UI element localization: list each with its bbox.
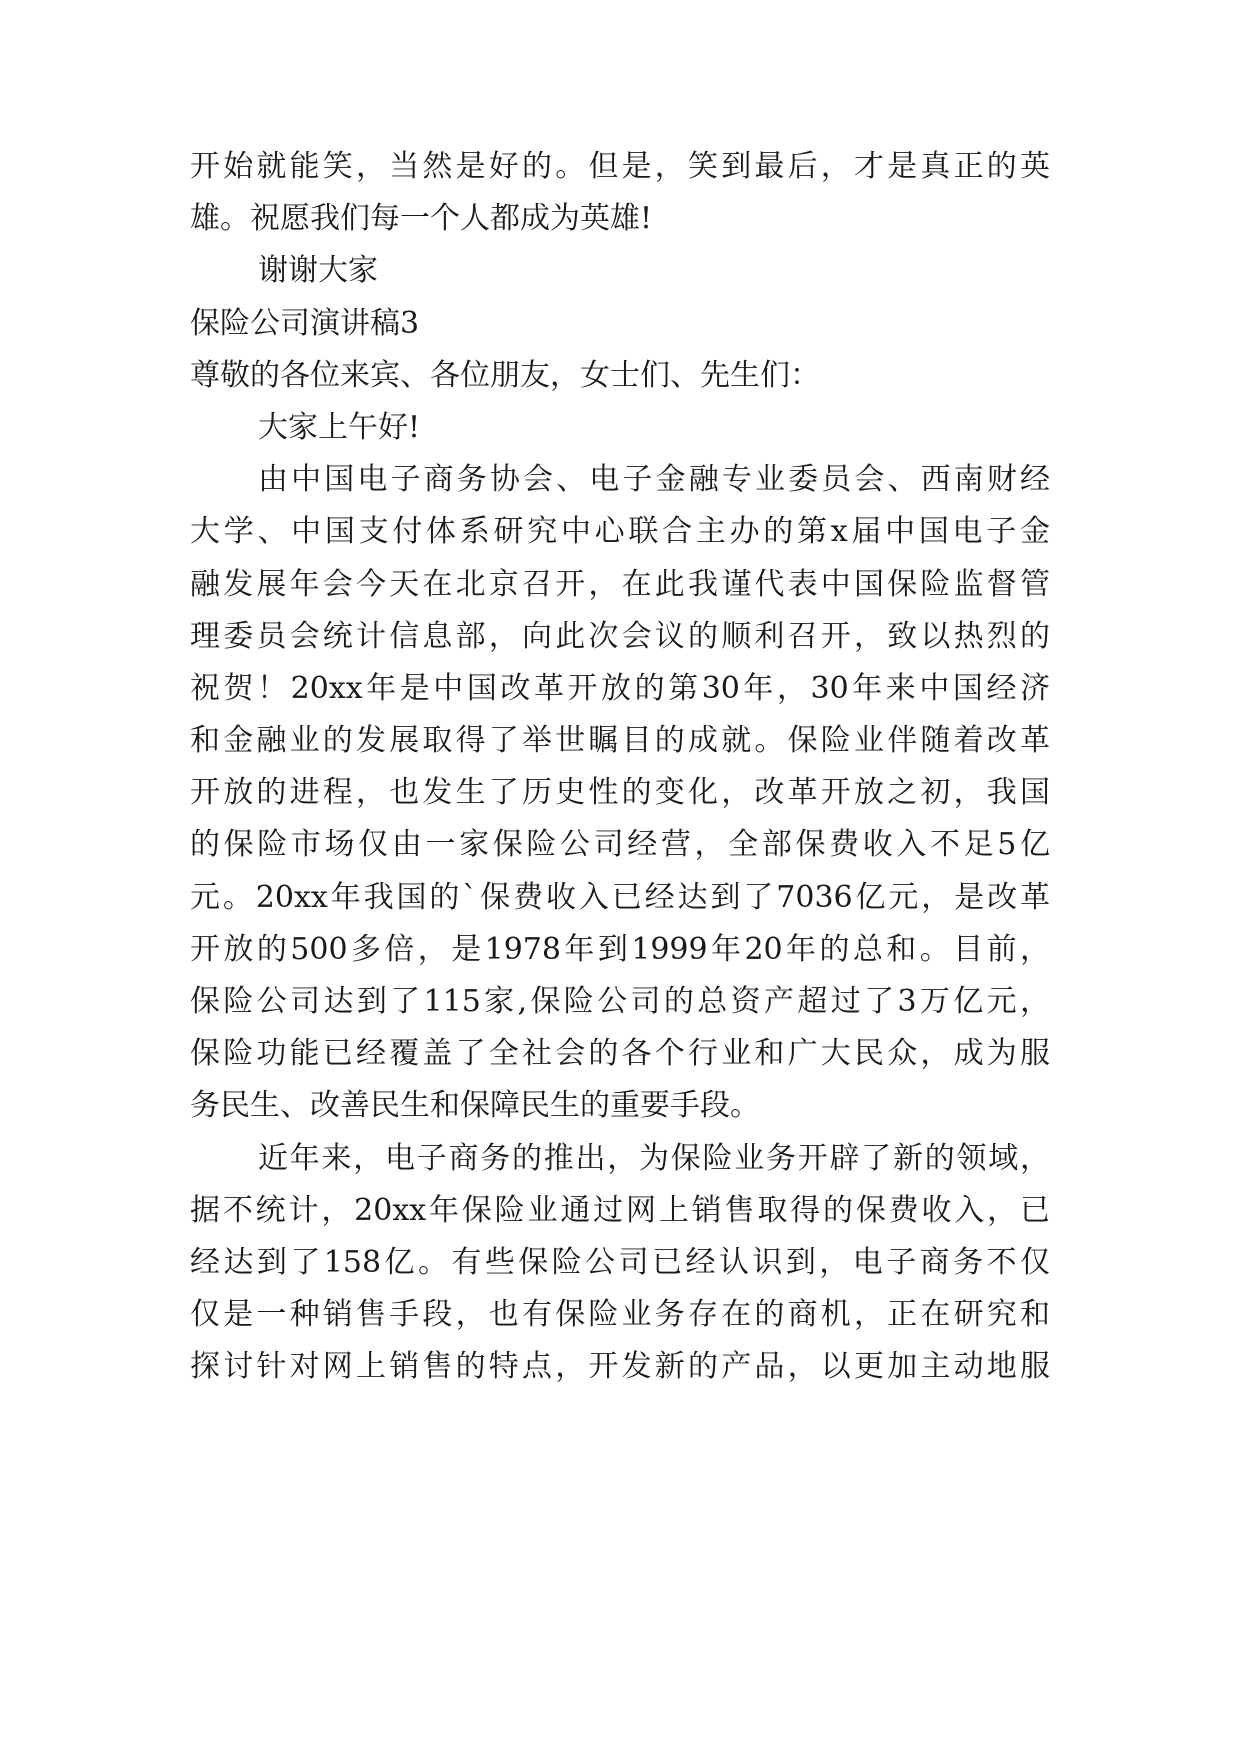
body-paragraph-1	[190, 454, 1050, 1132]
text-line: 大学、中国支付体系研究中心联合主办的第x届中国电子金	[190, 514, 1050, 550]
text-line: 近年来，电子商务的推出，为保险业务开辟了新的领域，	[258, 1140, 1050, 1176]
text-line: 元。20xx年我国的`保费收入已经达到了7036亿元，是改革	[190, 879, 1050, 915]
text-line: 祝贺！20xx年是中国改革开放的第30年，30年来中国经济	[190, 670, 1050, 706]
text-line: 保险公司达到了115家,保险公司的总资产超过了3万亿元，	[190, 984, 1050, 1019]
text-line: 仅是一种销售手段，也有保险业务存在的商机，正在研究和	[190, 1297, 1050, 1333]
closing-thanks: 谢谢大家	[258, 253, 378, 289]
greeting: 大家上午好!	[258, 409, 421, 445]
text-line: 理委员会统计信息部，向此次会议的顺利召开，致以热烈的	[190, 618, 1050, 654]
document-page	[190, 141, 1050, 1394]
text-line: 开放的500多倍，是1978年到1999年20年的总和。目前，	[190, 931, 1050, 967]
text-line: 开放的进程，也发生了历史性的变化，改革开放之初，我国	[190, 775, 1050, 811]
continuation-paragraph	[190, 141, 1050, 245]
text-line: 开始就能笑，当然是好的。但是，笑到最后，才是真正的英	[190, 149, 1050, 184]
text-line: 务民生、改善民生和保障民生的重要手段。	[190, 1088, 760, 1124]
text-line: 和金融业的发展取得了举世瞩目的成就。保险业伴随着改革	[190, 723, 1050, 759]
text-line: 由中国电子商务协会、电子金融专业委员会、西南财经	[258, 462, 1050, 498]
body-paragraph-2	[190, 1133, 1050, 1394]
text-line: 保险功能已经覆盖了全社会的各个行业和广大民众，成为服	[190, 1036, 1050, 1072]
text-line: 的保险市场仅由一家保险公司经营，全部保费收入不足5亿	[190, 827, 1050, 863]
speech-title: 保险公司演讲稿3	[190, 305, 420, 341]
salutation: 尊敬的各位来宾、各位朋友，女士们、先生们：	[190, 357, 820, 393]
text-line: 据不统计，20xx年保险业通过网上销售取得的保费收入，已	[190, 1192, 1050, 1228]
text-line: 探讨针对网上销售的特点，开发新的产品，以更加主动地服	[190, 1349, 1050, 1385]
text-line: 融发展年会今天在北京召开，在此我谨代表中国保险监督管	[190, 566, 1050, 602]
text-line: 雄。祝愿我们每一个人都成为英雄!	[190, 201, 653, 237]
text-line: 经达到了158亿。有些保险公司已经认识到，电子商务不仅	[190, 1244, 1050, 1280]
